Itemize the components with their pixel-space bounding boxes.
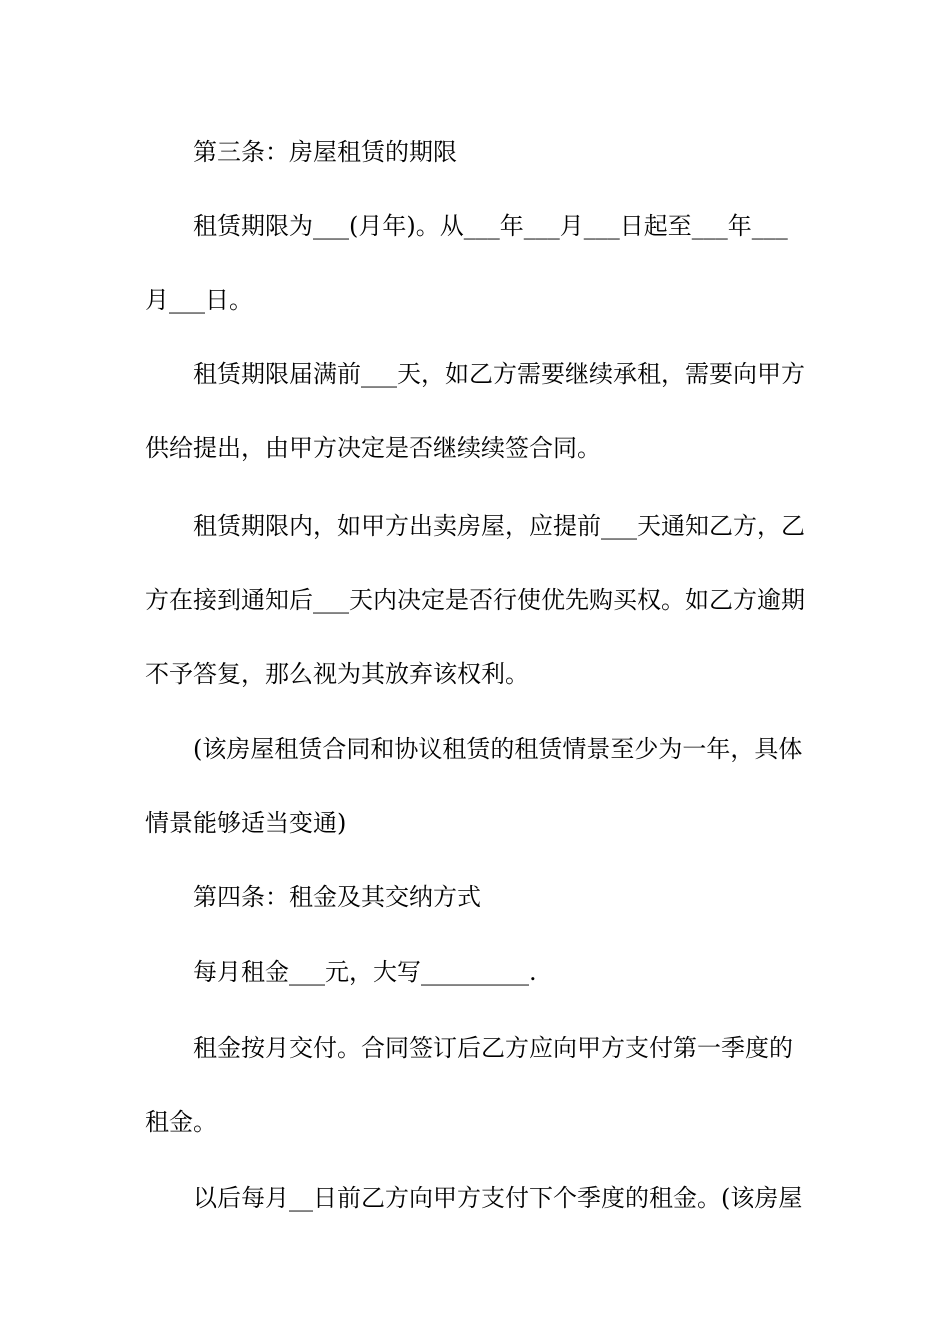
note-line-2: 情景能够适当变通) [145,809,347,837]
lease-term-line-2: 月___日。 [145,286,253,314]
monthly-rent-line: 每月租金___元，大写_________. [193,958,537,986]
payment-line-1: 租金按月交付。合同签订后乙方应向甲方支付第一季度的 [193,1034,793,1062]
renewal-line-1: 租赁期限届满前___天，如乙方需要继续承租，需要向甲方 [193,360,805,388]
section-4-heading: 第四条：租金及其交纳方式 [193,883,481,911]
payment-line-2: 租金。 [145,1108,217,1136]
renewal-line-2: 供给提出，由甲方决定是否继续续签合同。 [145,434,601,462]
section-3-heading: 第三条：房屋租赁的期限 [193,138,457,166]
note-line-1: (该房屋租赁合同和协议租赁的租赁情景至少为一年，具体 [193,735,803,763]
sale-notice-line-1: 租赁期限内，如甲方出卖房屋，应提前___天通知乙方，乙 [193,512,805,540]
sale-notice-line-2: 方在接到通知后___天内决定是否行使优先购买权。如乙方逾期 [145,586,805,614]
sale-notice-line-3: 不予答复，那么视为其放弃该权利。 [145,660,529,688]
lease-term-line-1: 租赁期限为___(月年)。从___年___月___日起至___年___ [193,212,788,240]
subsequent-payment-line: 以后每月__日前乙方向甲方支付下个季度的租金。(该房屋 [193,1184,803,1212]
